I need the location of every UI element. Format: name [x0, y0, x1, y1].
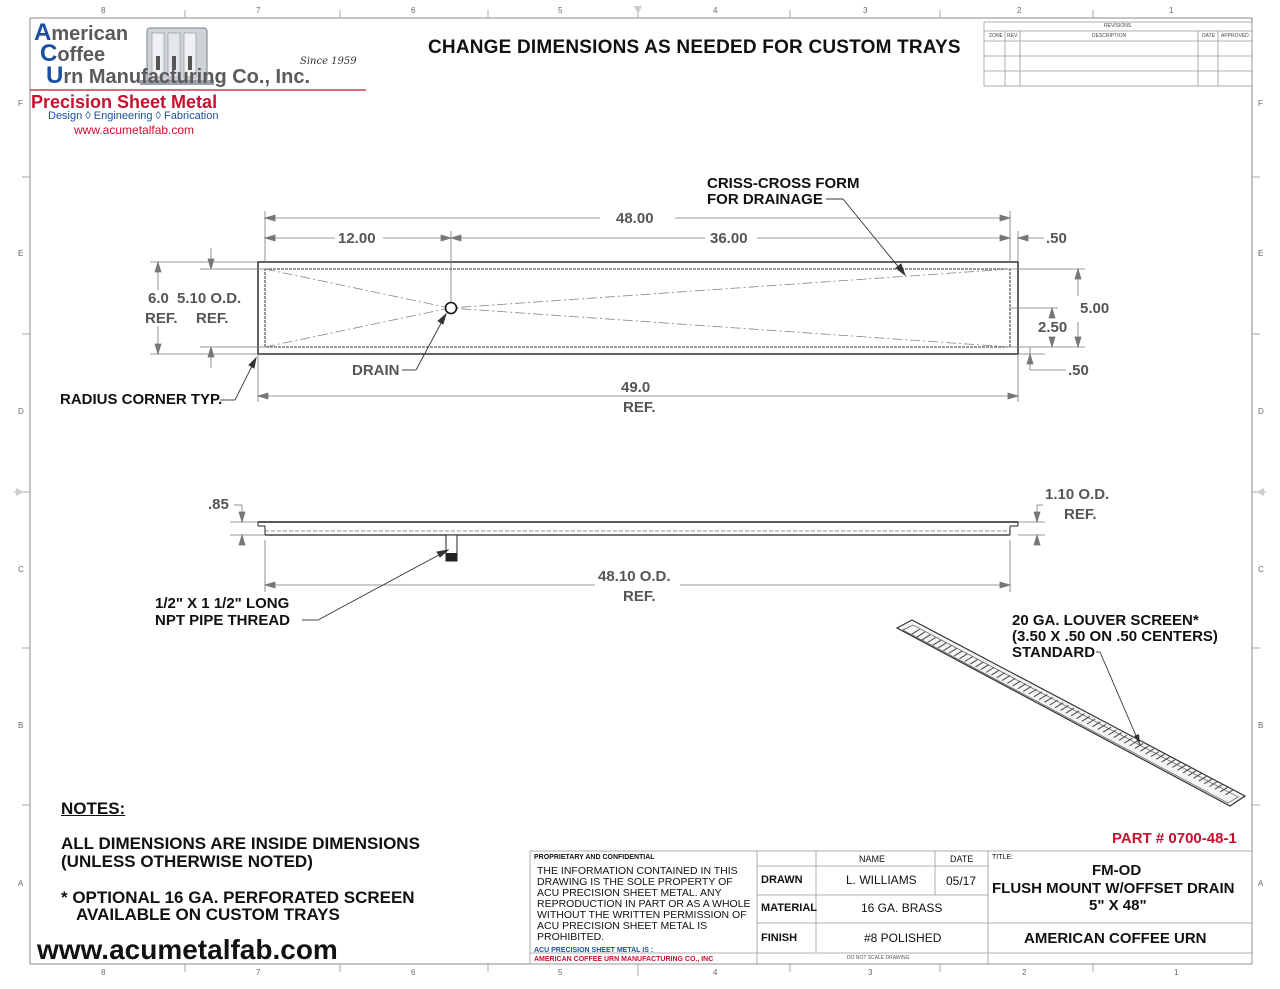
dim-050-bottom: .50	[1068, 362, 1089, 379]
grid-col-4-bottom: 4	[713, 968, 718, 977]
grid-col-5-bottom: 5	[558, 968, 563, 977]
material-value: 16 GA. BRASS	[861, 901, 943, 915]
revisions-table	[984, 22, 1252, 86]
grid-col-1: 1	[1169, 6, 1174, 15]
dim-49-ref: 49.0	[621, 379, 651, 396]
logo-website: www.acumetalfab.com	[74, 123, 195, 137]
drawn-label: DRAWN	[761, 874, 803, 886]
grid-row-a: A	[18, 879, 24, 888]
page-title: CHANGE DIMENSIONS AS NEEDED FOR CUSTOM TRAYS	[428, 37, 961, 58]
notes-line-1: ALL DIMENSIONS ARE INSIDE DIMENSIONS	[61, 834, 420, 853]
grid-row-d: D	[18, 407, 24, 416]
rev-col-rev: REV.	[1007, 33, 1019, 39]
part-number: PART # 0700-48-1	[1112, 830, 1237, 847]
dim-110-od: 1.10 O.D.	[1045, 486, 1110, 503]
acu-line-1: ACU PRECISION SHEET METAL IS :	[534, 947, 654, 954]
callout-screen-1: 20 GA. LOUVER SCREEN*	[1012, 612, 1199, 629]
dim-510-od: 5.10 O.D.	[177, 290, 242, 307]
grid-col-3-bottom: 3	[868, 968, 873, 977]
callout-leaders	[220, 199, 905, 400]
proprietary-title: PROPRIETARY AND CONFIDENTIAL	[534, 854, 655, 861]
dim-12: 12.00	[338, 230, 376, 247]
callout-screen-3: STANDARD	[1012, 644, 1096, 661]
logo-cap-a: A	[34, 19, 52, 46]
grid-row-a-right: A	[1258, 879, 1264, 888]
side-view	[258, 522, 1018, 561]
rev-col-date: DATE	[1202, 33, 1215, 39]
proprietary-text-7: PROHIBITED.	[537, 931, 605, 943]
grid-row-d-right: D	[1258, 407, 1264, 416]
rev-col-approved: APPROVED	[1221, 33, 1249, 39]
callout-crisscross-2: FOR DRAINAGE	[707, 191, 823, 208]
name-header: NAME	[859, 854, 886, 864]
logo-services: Design ◊ Engineering ◊ Fabrication	[48, 110, 219, 122]
notes-line-4: AVAILABLE ON CUSTOM TRAYS	[76, 905, 340, 924]
drain-hole	[446, 303, 457, 314]
title-label: TITLE:	[992, 854, 1014, 861]
callout-pipe-2: NPT PIPE THREAD	[155, 612, 291, 629]
top-view	[150, 199, 1085, 402]
notes-line-3: * OPTIONAL 16 GA. PERFORATED SCREEN	[61, 888, 415, 907]
grid-row-c-right: C	[1258, 565, 1264, 574]
grid-row-b-right: B	[1258, 721, 1264, 730]
grid-col-1-bottom: 1	[1174, 968, 1179, 977]
dim-48-lines	[150, 211, 1085, 402]
finish-value: #8 POLISHED	[864, 931, 942, 945]
do-not-scale: DO NOT SCALE DRAWING	[847, 955, 910, 961]
grid-row-f: F	[18, 99, 23, 108]
logo-cap-c: C	[40, 40, 58, 67]
proprietary-text-6: ACU PRECISION SHEET METAL IS	[537, 920, 708, 932]
proprietary-text-4: REPRODUCTION IN PART OR AS A WHOLE	[537, 898, 751, 910]
callout-radius: RADIUS CORNER TYP.	[60, 391, 223, 408]
grid-col-3: 3	[863, 6, 868, 15]
material-label: MATERIAL	[761, 902, 818, 914]
grid-row-c: C	[18, 565, 24, 574]
title-line-2: FLUSH MOUNT W/OFFSET DRAIN	[992, 880, 1235, 897]
dim-6-ref: 6.0	[148, 290, 169, 307]
callout-crisscross-1: CRISS-CROSS FORM	[707, 175, 860, 192]
notes-line-2: (UNLESS OTHERWISE NOTED)	[61, 852, 313, 871]
grid-col-2-bottom: 2	[1022, 968, 1027, 977]
dim-510-od-label: REF.	[196, 310, 229, 327]
finish-label: FINISH	[761, 932, 798, 944]
grid-col-7: 7	[256, 6, 261, 15]
logo-line-3-rest: rn Manufacturing Co., Inc.	[63, 66, 311, 88]
grid-col-8-bottom: 8	[101, 968, 106, 977]
acu-line-2: AMERICAN COFFEE URN MANUFACTURING CO., INC	[534, 956, 714, 963]
grid-col-2: 2	[1017, 6, 1022, 15]
company-name: AMERICAN COFFEE URN	[1024, 930, 1207, 947]
callout-drain: DRAIN	[352, 362, 400, 379]
logo-since: Since 1959	[300, 56, 357, 67]
proprietary-text-5: WITHOUT THE WRITTEN PERMISSION OF	[537, 909, 747, 921]
dim-250: 2.50	[1038, 319, 1068, 336]
logo-line-1-rest: merican	[51, 23, 129, 45]
grid-row-e: E	[18, 249, 24, 258]
logo-cap-u: U	[46, 62, 64, 89]
dim-085: .85	[208, 496, 229, 513]
grid-col-4: 4	[713, 6, 718, 15]
logo-line-2-rest: offee	[57, 44, 106, 66]
dim-48: 48.00	[616, 210, 654, 227]
rev-col-description: DESCRIPTION	[1092, 33, 1127, 39]
criss-cross-lines	[265, 269, 1010, 347]
logo-line-3	[46, 64, 310, 88]
dim-110-od-label: REF.	[1064, 506, 1097, 523]
callout-screen-2: (3.50 X .50 ON .50 CENTERS)	[1012, 628, 1218, 645]
dim-4810-od: 48.10 O.D.	[598, 568, 671, 585]
grid-col-6-bottom: 6	[411, 968, 416, 977]
drawn-name: L. WILLIAMS	[846, 873, 917, 887]
grid-row-e-right: E	[1258, 249, 1264, 258]
dim-36: 36.00	[710, 230, 748, 247]
callout-pipe-1: 1/2" X 1 1/2" LONG	[155, 595, 290, 612]
date-header: DATE	[950, 854, 974, 864]
proprietary-text-2: DRAWING IS THE SOLE PROPERTY OF	[537, 876, 733, 888]
tray-outer-outline	[258, 262, 1018, 354]
dim-4810-od-label: REF.	[623, 588, 656, 605]
dim-49-ref-label: REF.	[623, 399, 656, 416]
grid-col-5: 5	[558, 6, 563, 15]
dim-6-ref-label: REF.	[145, 310, 178, 327]
rev-col-zone: ZONE	[989, 33, 1003, 39]
title-line-3: 5" X 48"	[1089, 897, 1147, 914]
center-mark-left	[16, 488, 24, 496]
grid-col-8: 8	[101, 6, 106, 15]
dim-500: 5.00	[1080, 300, 1110, 317]
grid-col-6: 6	[411, 6, 416, 15]
revisions-title: REVISIONS	[1104, 23, 1132, 29]
center-mark-right	[1256, 488, 1264, 496]
notes-title: NOTES:	[61, 799, 126, 818]
grid-col-7-bottom: 7	[256, 968, 261, 977]
drawn-date: 05/17	[946, 874, 977, 888]
dim-050-top: .50	[1046, 230, 1067, 247]
grid-row-b: B	[18, 721, 24, 730]
grid-row-f-right: F	[1258, 99, 1263, 108]
title-line-1: FM-OD	[1092, 862, 1142, 879]
center-mark-top	[634, 6, 642, 14]
tray-inner-outline	[265, 269, 1010, 347]
logo-tagline: Precision Sheet Metal	[31, 92, 218, 112]
proprietary-text-1: THE INFORMATION CONTAINED IN THIS	[537, 865, 738, 877]
proprietary-text-3: ACU PRECISION SHEET METAL. ANY	[537, 887, 722, 899]
footer-website: www.acumetalfab.com	[37, 934, 338, 965]
